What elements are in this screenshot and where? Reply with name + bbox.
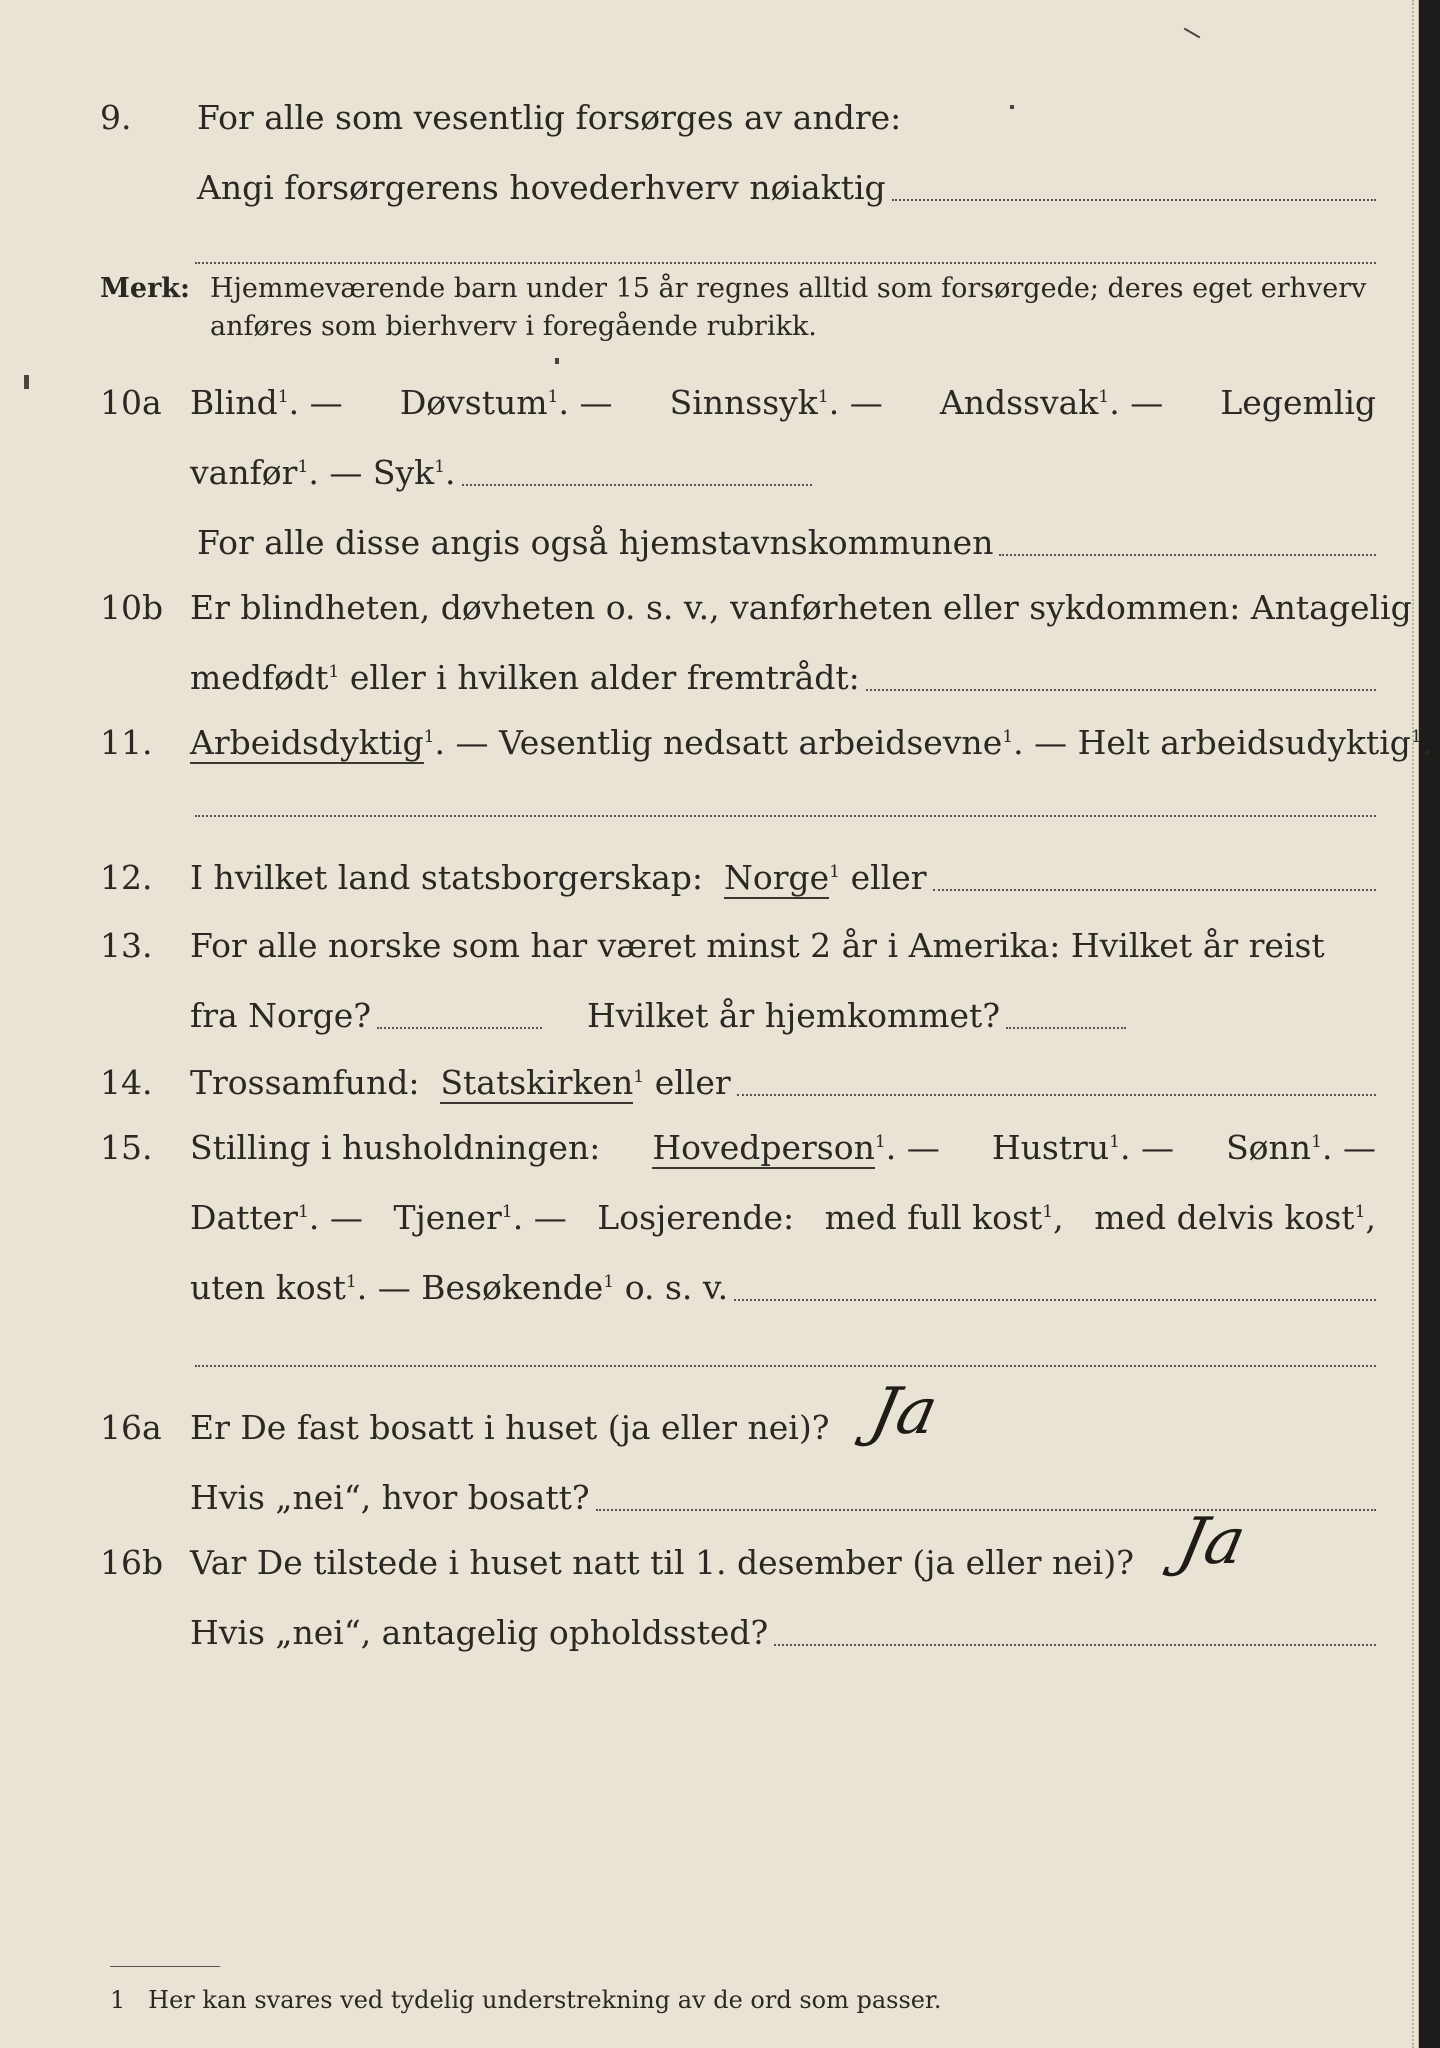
question-number: 12. — [100, 858, 153, 897]
option-sinnssyk[interactable]: Sinnssyk — [669, 383, 818, 422]
question-text: For alle norske som har været minst 2 år i Amerika: Hvilket år reist — [190, 926, 1325, 965]
merk-note — [100, 270, 1390, 346]
option-arbeidsdyktig-selected[interactable]: Arbeidsdyktig — [190, 723, 424, 762]
option-delvis-kost[interactable]: med delvis kost — [1094, 1198, 1355, 1237]
question-15-line-2: Datter$^1$. — Tjener$^1$. — Losjerende: med full kost$^1$, med delvis kost$^1$, — [0, 1185, 1418, 1245]
note-text: anføres som bierhverv i foregående rubrikk. — [210, 311, 817, 342]
question-text: fra Norge? — [190, 996, 372, 1035]
question-text: Er blindheten, døvheten o. s. v., vanførheten eller sykdommen: Antagelig — [190, 588, 1412, 627]
question-16a-line-1 — [0, 1395, 1418, 1455]
option-statskirken-selected[interactable]: Statskirken — [440, 1063, 634, 1102]
year-returned-blank[interactable] — [1006, 1027, 1126, 1029]
question-text: o. s. v. — [624, 1268, 729, 1307]
question-text: Er De fast bosatt i huset (ja eller nei)? — [190, 1408, 830, 1447]
option-dovstum[interactable]: Døvstum — [399, 383, 548, 422]
option-uten-kost[interactable]: uten kost — [190, 1268, 346, 1307]
option-hovedperson-selected[interactable]: Hovedperson — [652, 1128, 875, 1167]
option-nedsatt[interactable]: Vesentlig nedsatt arbeidsevne — [498, 723, 1003, 762]
ink-speck — [555, 358, 559, 364]
question-number: 10a — [100, 383, 162, 422]
question-number: 13. — [100, 926, 153, 965]
option-medfodt[interactable]: medfødt — [190, 658, 329, 697]
footnote-text: Her kan svares ved tydelig understrekning av de ord som passer. — [148, 1986, 942, 2014]
ink-speck — [1010, 105, 1014, 109]
question-9-line-2 — [0, 155, 1418, 215]
question-text: Hvis „nei“, antagelig opholdssted? — [190, 1613, 769, 1652]
note-text: Hjemmeværende barn under 15 år regnes alltid som forsørgede; deres eget erhverv — [210, 273, 1367, 304]
question-number: 16b — [100, 1543, 164, 1582]
question-text: eller — [850, 858, 927, 897]
question-text: eller i hvilken alder fremtrådt: — [349, 658, 860, 697]
question-10b-line-1 — [0, 575, 1418, 635]
question-text: Angi forsørgerens hovederhverv nøiaktig — [197, 168, 886, 207]
answer-blank[interactable] — [596, 1509, 1376, 1511]
answer-blank[interactable] — [195, 1365, 1376, 1367]
question-9-line-1 — [0, 85, 1418, 145]
answer-blank[interactable] — [866, 689, 1376, 691]
question-text: eller — [654, 1063, 731, 1102]
punch-mark — [24, 375, 29, 389]
answer-blank[interactable] — [195, 815, 1376, 817]
question-text: I hvilket land statsborgerskap: — [190, 858, 704, 897]
answer-blank[interactable] — [933, 889, 1376, 891]
question-14: 14. Trossamfund: Statskirken$^1$ eller — [0, 1050, 1418, 1110]
question-10a-line-1: 10a Blind$^1$. — Døvstum$^1$. — Sinnssyk$^1$. — Andssvak$^1$. — Legemlig — [0, 370, 1418, 430]
ink-stroke — [1184, 28, 1201, 39]
answer-blank[interactable] — [774, 1644, 1376, 1646]
option-legemlig[interactable]: Legemlig — [1220, 383, 1376, 422]
option-sonn[interactable]: Sønn — [1226, 1128, 1312, 1167]
question-12: 12. I hvilket land statsborgerskap: Norge$^1$ eller — [0, 845, 1418, 905]
question-text: Trossamfund: — [190, 1063, 420, 1102]
question-10a-line-3 — [0, 510, 1418, 570]
answer-blank[interactable] — [734, 1299, 1376, 1301]
question-text: For alle disse angis også hjemstavnskommunen — [197, 523, 994, 562]
handwritten-answer: Ja — [1172, 1505, 1252, 1579]
answer-blank[interactable] — [462, 484, 812, 486]
answer-blank[interactable] — [892, 199, 1376, 201]
option-datter[interactable]: Datter — [190, 1198, 298, 1237]
option-hustru[interactable]: Hustru — [991, 1128, 1110, 1167]
question-15-line-3: uten kost$^1$. — Besøkende$^1$ o. s. v. — [0, 1255, 1418, 1315]
note-label: Merk: — [100, 273, 190, 304]
question-text: Stilling i husholdningen: — [190, 1128, 601, 1167]
question-number: 10b — [100, 588, 164, 627]
question-number: 9. — [100, 98, 132, 137]
question-13-line-1 — [0, 913, 1418, 973]
question-16b-line-2 — [0, 1600, 1418, 1660]
option-besokende[interactable]: Besøkende — [421, 1268, 604, 1307]
handwritten-answer: Ja — [864, 1375, 944, 1449]
hjemstavnskommune-blank[interactable] — [999, 554, 1376, 556]
option-tjener[interactable]: Tjener — [393, 1198, 502, 1237]
footnote — [110, 1986, 941, 2014]
answer-blank[interactable] — [737, 1094, 1376, 1096]
question-15-line-1: 15. Stilling i husholdningen: Hovedperson$^1$. — Hustru$^1$. — Sønn$^1$. — — [0, 1115, 1418, 1175]
question-10a-line-2: vanfør$^1$. — Syk$^1$. — [0, 440, 1418, 500]
option-udyktig[interactable]: Helt arbeidsudyktig — [1077, 723, 1411, 762]
option-syk[interactable]: Syk — [372, 453, 435, 492]
question-number: 11. — [100, 723, 153, 762]
option-blind[interactable]: Blind — [190, 383, 278, 422]
year-departed-blank[interactable] — [377, 1027, 542, 1029]
question-text: Hvis „nei“, hvor bosatt? — [190, 1478, 590, 1517]
question-13-line-2 — [0, 983, 1418, 1043]
question-number: 15. — [100, 1128, 153, 1167]
question-number: 16a — [100, 1408, 162, 1447]
option-andssvak[interactable]: Andssvak — [939, 383, 1099, 422]
question-text: Losjerende: — [597, 1198, 795, 1237]
question-text: Var De tilstede i huset natt til 1. desember (ja eller nei)? — [190, 1543, 1134, 1582]
option-vanfor[interactable]: vanfør — [190, 453, 298, 492]
footnote-mark: 1 — [110, 1986, 126, 2014]
question-10b-line-2: medfødt$^1$ eller i hvilken alder fremtrådt: — [0, 645, 1418, 705]
option-full-kost[interactable]: med full kost — [824, 1198, 1043, 1237]
footnote-rule — [110, 1966, 220, 1967]
option-norge-selected[interactable]: Norge — [724, 858, 830, 897]
question-text: Hvilket år hjemkommet? — [587, 996, 1001, 1035]
answer-blank[interactable] — [195, 262, 1376, 264]
question-number: 14. — [100, 1063, 153, 1102]
question-text: For alle som vesentlig forsørges av andre: — [197, 98, 902, 137]
question-11: 11. Arbeidsdyktig$^1$. — Vesentlig nedsatt arbeidsevne$^1$. — Helt arbeidsudyktig$^1$. — [100, 723, 1433, 762]
